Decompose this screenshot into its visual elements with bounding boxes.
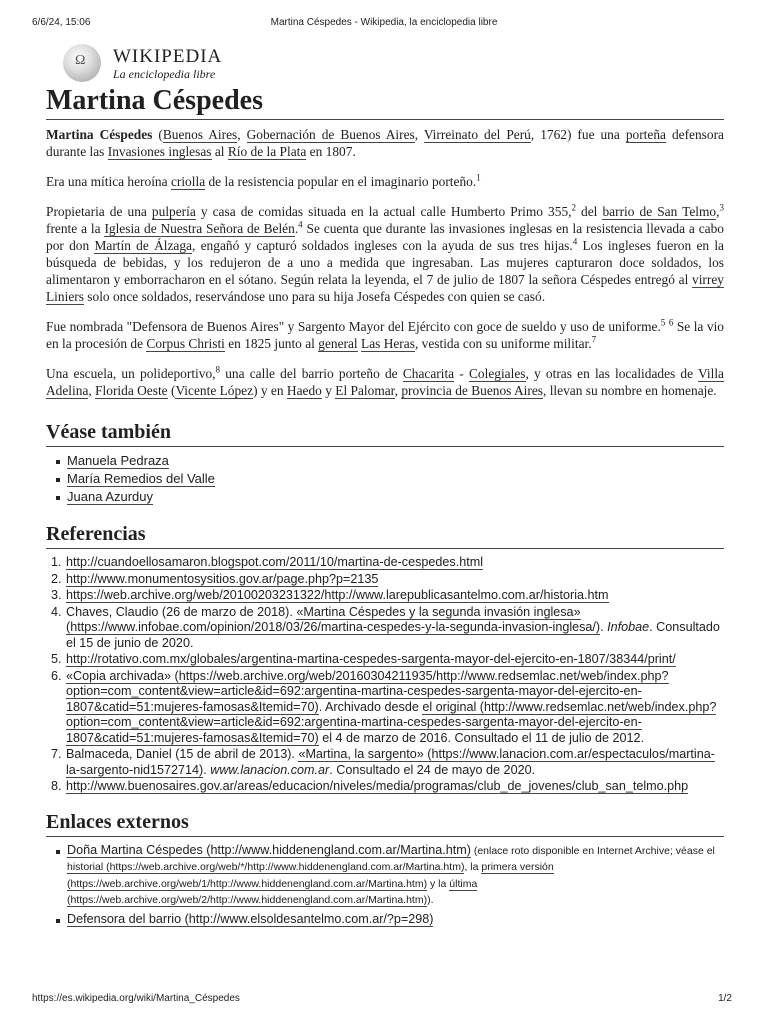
text: del bbox=[575, 204, 603, 219]
publisher: Infobae bbox=[607, 620, 650, 634]
text: de la resistencia popular en el imaginario porteño. bbox=[205, 174, 477, 189]
print-title: Martina Céspedes - Wikipedia, la enciclopedia libre bbox=[270, 17, 498, 28]
text: Chaves, Claudio (26 de marzo de 2018). bbox=[66, 604, 297, 619]
text: . bbox=[294, 221, 299, 236]
latest-version-link[interactable]: última (https://web.archive.org/web/2/http://www.hiddenengland.com.ar/Martina.htm) bbox=[67, 877, 478, 906]
external-links-list bbox=[46, 843, 724, 928]
ref-4[interactable]: 4 bbox=[298, 219, 303, 230]
text: y casa de comidas situada en la actual calle Humberto Primo 355, bbox=[195, 204, 572, 219]
print-url: https://es.wikipedia.org/wiki/Martina_Céspedes bbox=[32, 993, 240, 1004]
page-title: Martina Céspedes bbox=[46, 85, 724, 120]
link-san-telmo[interactable]: barrio de San Telmo bbox=[602, 204, 717, 219]
wordmark-tagline: La enciclopedia libre bbox=[113, 66, 216, 81]
references-list bbox=[46, 555, 724, 795]
link-corpus-christi[interactable]: Corpus Christi bbox=[146, 336, 225, 351]
text: ) y en bbox=[253, 383, 287, 398]
link-las-heras[interactable]: Las Heras bbox=[361, 336, 415, 351]
external-link[interactable]: Defensora del barrio (http://www.elsoldesantelmo.com.ar/?p=298) bbox=[67, 911, 434, 926]
link-liniers[interactable]: virrey Liniers bbox=[46, 272, 724, 304]
link-haedo[interactable]: Haedo bbox=[286, 383, 322, 398]
text: , llevan su nombre en homenaje. bbox=[543, 383, 717, 398]
print-date: 6/6/24, 15:06 bbox=[32, 17, 91, 28]
text: , la bbox=[464, 861, 482, 873]
reference-link[interactable]: http://www.monumentosysitios.gov.ar/page.php?p=2135 bbox=[66, 571, 379, 586]
text: Los ingleses fueron en la búsqueda de bebidas, y los redujeron de a uno a medida que ingresaban. Las mujeres capturaron doce soldados, los alimentaron y emborracharon en el sótano. Según relata la leyenda, el 7 de julio de 1807 la señora Céspedes entregó al bbox=[46, 238, 725, 287]
text: , vestida con su uniforme militar. bbox=[414, 336, 592, 351]
see-also-link[interactable]: María Remedios del Valle bbox=[67, 471, 215, 486]
text: una calle del barrio porteño de bbox=[220, 366, 403, 381]
text: el 4 de marzo de 2016. Consultado el 11 de julio de 2012. bbox=[318, 730, 645, 745]
text: solo once soldados, reservándose uno para su hija Josefa Céspedes con quien se casó. bbox=[83, 289, 546, 304]
wikipedia-globe-icon bbox=[63, 44, 101, 82]
ref-3[interactable]: 3 bbox=[719, 202, 724, 213]
reference-item bbox=[65, 669, 724, 747]
link-vicente-lopez[interactable]: Vicente López bbox=[175, 383, 254, 398]
wordmark-title: WIKIPEDIA bbox=[113, 45, 223, 67]
text: y la bbox=[427, 877, 450, 890]
text: , bbox=[716, 204, 720, 219]
reference-item bbox=[65, 605, 724, 652]
text: frente a la bbox=[46, 221, 105, 236]
text: , bbox=[394, 383, 402, 398]
wikipedia-logo[interactable] bbox=[46, 43, 724, 83]
first-version-link[interactable]: primera versión (https://web.archive.org/web/1/http://www.hiddenengland.com.ar/Martina.htm) bbox=[67, 861, 554, 890]
ref-5[interactable]: 5 bbox=[660, 317, 666, 328]
text: , y otras en las localidades de bbox=[525, 366, 699, 381]
print-page-number: 1/2 bbox=[718, 993, 732, 1004]
reference-link[interactable]: «Martina Céspedes y la segunda invasión inglesa» (https://www.infobae.com/opinion/2018/03/26/martina-cespedes-y-la-segunda-invasion-inglesa/) bbox=[66, 604, 601, 634]
history-link[interactable]: historial (https://web.archive.org/web/*/http://www.hiddenengland.com.ar/Martina.htm) bbox=[67, 861, 465, 873]
list-item bbox=[46, 843, 724, 909]
text: ( bbox=[167, 383, 176, 398]
text: Era una mítica heroína bbox=[46, 174, 171, 189]
text: Se la vio en la procesión de bbox=[46, 319, 724, 351]
link-pulperia[interactable]: pulpería bbox=[151, 204, 196, 219]
reference-item bbox=[65, 588, 724, 604]
link-villa-adelina[interactable]: Villa Adelina bbox=[46, 366, 725, 398]
reference-link[interactable]: https://web.archive.org/web/20100203231322/http://www.larepublicasantelmo.com.ar/historia.htm bbox=[66, 588, 609, 602]
link-virreinato[interactable]: Virreinato del Perú bbox=[423, 127, 531, 142]
reference-link[interactable]: el original (http://www.redsemlac.net/web/index.php?option=com_content&view=article&id=692:argentina-martina-cespedes-sargenta-mayor-del-ejercito-en-1807&catid=51:mujeres-famosas&Itemid=70) bbox=[66, 699, 717, 745]
text: defensora durante las bbox=[46, 127, 724, 159]
text: - bbox=[454, 366, 469, 381]
text: Fue nombrada "Defensora de Buenos Aires" y Sargento Mayor del Ejército con goce de sueldo y uso de uniforme. bbox=[46, 319, 661, 334]
list-item bbox=[46, 488, 724, 506]
link-chacarita[interactable]: Chacarita bbox=[402, 366, 455, 381]
text: . bbox=[203, 762, 211, 777]
text: . Consultado el 24 de mayo de 2020. bbox=[329, 762, 536, 777]
intro-paragraph bbox=[46, 126, 724, 160]
link-buenos-aires[interactable]: Buenos Aires bbox=[162, 127, 238, 142]
text: . bbox=[600, 620, 608, 634]
reference-item bbox=[65, 555, 724, 571]
list-item bbox=[46, 912, 724, 928]
reference-item bbox=[65, 652, 724, 668]
text: al bbox=[211, 144, 228, 159]
ref-6[interactable]: 6 bbox=[668, 317, 674, 328]
ref-4b[interactable]: 4 bbox=[572, 236, 578, 247]
text: Balmaceda, Daniel (15 de abril de 2013). bbox=[66, 747, 299, 761]
link-provincia-ba[interactable]: provincia de Buenos Aires bbox=[401, 383, 543, 398]
reference-link[interactable]: http://rotativo.com.mx/globales/argentina-martina-cespedes-sargenta-mayor-del-ejercito-en-1807/38344/print/ bbox=[66, 652, 676, 666]
external-link[interactable]: Doña Martina Céspedes (http://www.hiddenengland.com.ar/Martina.htm) bbox=[67, 842, 471, 857]
text: , bbox=[237, 127, 247, 142]
text: Una escuela, un polideportivo, bbox=[46, 366, 216, 381]
reference-link[interactable]: «Copia archivada» (https://web.archive.org/web/20160304211935/http://www.redsemlac.net/web/index.php?option=com_content&view=article&id=692:argentina-martina-cespedes-sargenta-mayor-del-ejercito-en-1807&catid=51:mujeres-famosas&Itemid=70) bbox=[66, 668, 669, 714]
link-invasiones[interactable]: Invasiones inglesas bbox=[107, 144, 212, 159]
page-content bbox=[46, 43, 724, 930]
text: , bbox=[414, 127, 424, 142]
list-item bbox=[46, 452, 724, 470]
external-links-heading: Enlaces externos bbox=[46, 809, 724, 837]
text: Propietaria de una bbox=[46, 204, 152, 219]
list-item bbox=[46, 470, 724, 488]
link-colegiales[interactable]: Colegiales bbox=[468, 366, 526, 381]
text: . Consultado el 15 de junio de 2020. bbox=[66, 620, 720, 650]
see-also-link[interactable]: Manuela Pedraza bbox=[67, 453, 169, 468]
paragraph-pulperia bbox=[46, 203, 724, 305]
reference-item bbox=[65, 572, 724, 588]
ref-2[interactable]: 2 bbox=[571, 202, 576, 213]
reference-link[interactable]: http://www.buenosaires.gov.ar/areas/educacion/niveles/media/programas/club_de_jovenes/club_san_telmo.php bbox=[66, 779, 689, 793]
reference-link[interactable]: http://cuandoellosamaron.blogspot.com/2011/10/martina-de-cespedes.html bbox=[66, 555, 484, 569]
text: en 1825 junto al bbox=[224, 336, 319, 351]
reference-item bbox=[65, 747, 724, 778]
text: (enlace roto disponible en Internet Archive; véase el bbox=[470, 844, 715, 857]
wordmark bbox=[113, 47, 222, 80]
see-also-heading: Véase también bbox=[46, 419, 724, 447]
see-also-list bbox=[46, 452, 724, 506]
reference-item bbox=[65, 779, 724, 795]
see-also-link[interactable]: Juana Azurduy bbox=[67, 489, 154, 504]
paragraph-defensora bbox=[46, 318, 724, 352]
ref-8[interactable]: 8 bbox=[215, 364, 221, 375]
link-el-palomar[interactable]: El Palomar bbox=[335, 383, 395, 398]
reference-link[interactable]: «Martina, la sargento» (https://www.lanacion.com.ar/espectaculos/martina-la-sargento-nid1572714) bbox=[66, 747, 715, 777]
link-portena[interactable]: porteña bbox=[625, 127, 666, 142]
link-gobernacion[interactable]: Gobernación de Buenos Aires bbox=[246, 127, 415, 142]
text: en 1807. bbox=[306, 144, 356, 159]
link-criolla[interactable]: criolla bbox=[170, 174, 206, 189]
ref-1[interactable]: 1 bbox=[476, 172, 481, 183]
paragraph-homenaje bbox=[46, 365, 724, 399]
link-alzaga[interactable]: Martín de Álzaga bbox=[94, 238, 192, 253]
ref-7[interactable]: 7 bbox=[591, 334, 597, 345]
publisher: www.lanacion.com.ar bbox=[210, 762, 330, 777]
text: , bbox=[88, 383, 96, 398]
text: , engañó y capturó soldados ingleses con la ayuda de sus tres hijas. bbox=[192, 238, 573, 253]
references-heading: Referencias bbox=[46, 521, 724, 549]
link-iglesia-belen[interactable]: Iglesia de Nuestra Señora de Belén bbox=[104, 221, 295, 236]
text: . Archivado desde bbox=[318, 699, 423, 714]
text: y bbox=[321, 383, 336, 398]
text: ). bbox=[427, 894, 434, 906]
link-general[interactable]: general bbox=[318, 336, 358, 351]
link-florida-oeste[interactable]: Florida Oeste bbox=[95, 383, 168, 398]
text: Se cuenta que durante las invasiones inglesas en la resistencia llevada a cabo por don bbox=[46, 221, 724, 253]
paragraph-heroine bbox=[46, 173, 724, 190]
text: , 1762) fue una bbox=[530, 127, 626, 142]
link-rio-de-la-plata[interactable]: Río de la Plata bbox=[227, 144, 307, 159]
text: ( bbox=[152, 127, 163, 142]
subject-name: Martina Céspedes bbox=[46, 127, 153, 142]
